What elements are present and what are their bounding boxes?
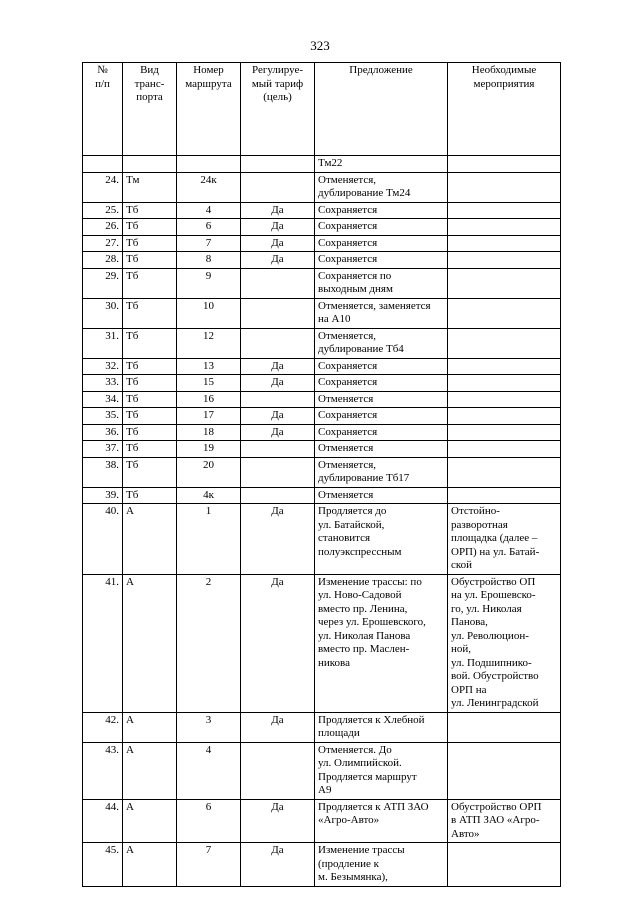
- proposal-cell: Продляется к АТП ЗАО «Агро-Авто»: [315, 799, 448, 843]
- proposal-cell: Отменяется, заменяется на А10: [315, 298, 448, 328]
- route-number-cell: 8: [177, 252, 241, 269]
- transport-type-cell: Тб: [123, 408, 177, 425]
- table-row: [83, 457, 561, 487]
- header-number: № п/п: [83, 63, 123, 156]
- header-measures: Необходимые мероприятия: [448, 63, 561, 156]
- row-number-cell: 26.: [83, 219, 123, 236]
- transport-type-cell: А: [123, 843, 177, 887]
- table-row: [83, 268, 561, 298]
- table-row: [83, 375, 561, 392]
- table-row: [83, 202, 561, 219]
- transport-type-cell: А: [123, 799, 177, 843]
- table-header-row: [83, 63, 561, 156]
- proposal-cell: Сохраняется по выходным дням: [315, 268, 448, 298]
- tariff-cell: Да: [241, 202, 315, 219]
- transport-type-cell: Тб: [123, 328, 177, 358]
- row-number-cell: 32.: [83, 358, 123, 375]
- tariff-cell: [241, 457, 315, 487]
- proposal-cell: Продляется до ул. Батайской, становится полуэкспрессным: [315, 504, 448, 575]
- measures-cell: Обустройство ОРП в АТП ЗАО «Агро- Авто»: [448, 799, 561, 843]
- proposal-cell: Сохраняется: [315, 252, 448, 269]
- table-row: [83, 235, 561, 252]
- proposal-cell: Сохраняется: [315, 375, 448, 392]
- table-row: [83, 328, 561, 358]
- route-number-cell: 9: [177, 268, 241, 298]
- route-number-cell: 3: [177, 712, 241, 742]
- measures-cell: [448, 375, 561, 392]
- transport-type-cell: Тм: [123, 172, 177, 202]
- measures-cell: [448, 742, 561, 799]
- row-number-cell: 39.: [83, 487, 123, 504]
- measures-cell: [448, 252, 561, 269]
- table-row: [83, 712, 561, 742]
- tariff-cell: Да: [241, 843, 315, 887]
- tariff-cell: [241, 156, 315, 173]
- tariff-cell: Да: [241, 504, 315, 575]
- tariff-cell: Да: [241, 574, 315, 712]
- proposal-cell: Отменяется: [315, 441, 448, 458]
- table-row: [83, 424, 561, 441]
- transport-type-cell: А: [123, 712, 177, 742]
- table-row: [83, 574, 561, 712]
- row-number-cell: 38.: [83, 457, 123, 487]
- transport-type-cell: Тб: [123, 252, 177, 269]
- table-row: [83, 843, 561, 887]
- route-number-cell: 6: [177, 219, 241, 236]
- measures-cell: [448, 391, 561, 408]
- proposal-cell: Отменяется, дублирование Тб17: [315, 457, 448, 487]
- proposal-cell: Сохраняется: [315, 219, 448, 236]
- measures-cell: [448, 328, 561, 358]
- route-number-cell: 16: [177, 391, 241, 408]
- table-row: [83, 441, 561, 458]
- row-number-cell: 37.: [83, 441, 123, 458]
- row-number-cell: 42.: [83, 712, 123, 742]
- tariff-cell: [241, 441, 315, 458]
- route-number-cell: 19: [177, 441, 241, 458]
- transport-type-cell: А: [123, 574, 177, 712]
- table-row: [83, 252, 561, 269]
- route-number-cell: 15: [177, 375, 241, 392]
- transport-type-cell: Тб: [123, 424, 177, 441]
- tariff-cell: Да: [241, 799, 315, 843]
- proposal-cell: Отменяется, дублирование Тб4: [315, 328, 448, 358]
- route-number-cell: 7: [177, 235, 241, 252]
- measures-cell: Отстойно- разворотная площадка (далее – ОРП) на ул. Батай- ской: [448, 504, 561, 575]
- row-number-cell: 28.: [83, 252, 123, 269]
- tariff-cell: Да: [241, 219, 315, 236]
- row-number-cell: 27.: [83, 235, 123, 252]
- proposal-cell: Отменяется: [315, 391, 448, 408]
- table-row: [83, 156, 561, 173]
- row-number-cell: 43.: [83, 742, 123, 799]
- measures-cell: [448, 843, 561, 887]
- tariff-cell: Да: [241, 712, 315, 742]
- route-number-cell: 12: [177, 328, 241, 358]
- tariff-cell: [241, 172, 315, 202]
- measures-cell: [448, 156, 561, 173]
- row-number-cell: 29.: [83, 268, 123, 298]
- measures-cell: [448, 202, 561, 219]
- table-row: [83, 742, 561, 799]
- page-number: 323: [310, 38, 330, 53]
- tariff-cell: [241, 487, 315, 504]
- proposal-cell: Изменение трассы (продление к м. Безымянка),: [315, 843, 448, 887]
- tariff-cell: Да: [241, 235, 315, 252]
- table-row: [83, 391, 561, 408]
- tariff-cell: [241, 391, 315, 408]
- row-number-cell: 35.: [83, 408, 123, 425]
- measures-cell: [448, 358, 561, 375]
- proposal-cell: Продляется к Хлебной площади: [315, 712, 448, 742]
- measures-cell: [448, 408, 561, 425]
- route-number-cell: 6: [177, 799, 241, 843]
- transport-type-cell: Тб: [123, 298, 177, 328]
- row-number-cell: 41.: [83, 574, 123, 712]
- row-number-cell: 33.: [83, 375, 123, 392]
- route-number-cell: [177, 156, 241, 173]
- measures-cell: [448, 219, 561, 236]
- transport-type-cell: Тб: [123, 457, 177, 487]
- row-number-cell: [83, 156, 123, 173]
- measures-cell: [448, 172, 561, 202]
- route-number-cell: 4: [177, 202, 241, 219]
- proposal-cell: Изменение трассы: по ул. Ново-Садовой вместо пр. Ленина, через ул. Ерошевского, ул. Николая Панова вместо пр. Маслен- никова: [315, 574, 448, 712]
- row-number-cell: 25.: [83, 202, 123, 219]
- route-number-cell: 2: [177, 574, 241, 712]
- measures-cell: [448, 712, 561, 742]
- transport-type-cell: А: [123, 742, 177, 799]
- tariff-cell: Да: [241, 358, 315, 375]
- row-number-cell: 40.: [83, 504, 123, 575]
- transport-type-cell: Тб: [123, 375, 177, 392]
- measures-cell: Обустройство ОП на ул. Ерошевско- го, ул. Николая Панова, ул. Революцион- ной, ул. Подшипнико- вой. Обустройство ОРП на ул. Ленинградской: [448, 574, 561, 712]
- measures-cell: [448, 424, 561, 441]
- header-proposal: Предложение: [315, 63, 448, 156]
- route-number-cell: 13: [177, 358, 241, 375]
- measures-cell: [448, 235, 561, 252]
- transport-type-cell: Тб: [123, 235, 177, 252]
- table-body: [83, 156, 561, 887]
- route-number-cell: 4к: [177, 487, 241, 504]
- route-number-cell: 20: [177, 457, 241, 487]
- tariff-cell: Да: [241, 375, 315, 392]
- row-number-cell: 44.: [83, 799, 123, 843]
- tariff-cell: Да: [241, 424, 315, 441]
- transport-type-cell: Тб: [123, 202, 177, 219]
- tariff-cell: [241, 268, 315, 298]
- row-number-cell: 31.: [83, 328, 123, 358]
- route-number-cell: 17: [177, 408, 241, 425]
- transport-type-cell: Тб: [123, 358, 177, 375]
- header-transport-type: Вид транс- порта: [123, 63, 177, 156]
- table-row: [83, 799, 561, 843]
- tariff-cell: Да: [241, 408, 315, 425]
- table-row: [83, 504, 561, 575]
- route-number-cell: 7: [177, 843, 241, 887]
- route-number-cell: 24к: [177, 172, 241, 202]
- tariff-cell: [241, 328, 315, 358]
- route-number-cell: 1: [177, 504, 241, 575]
- measures-cell: [448, 487, 561, 504]
- route-number-cell: 18: [177, 424, 241, 441]
- proposal-cell: Отменяется: [315, 487, 448, 504]
- table-row: [83, 298, 561, 328]
- row-number-cell: 34.: [83, 391, 123, 408]
- measures-cell: [448, 268, 561, 298]
- routes-table: [82, 62, 561, 887]
- transport-type-cell: Тб: [123, 219, 177, 236]
- proposal-cell: Сохраняется: [315, 424, 448, 441]
- proposal-cell: Тм22: [315, 156, 448, 173]
- transport-type-cell: Тб: [123, 487, 177, 504]
- measures-cell: [448, 298, 561, 328]
- proposal-cell: Отменяется, дублирование Тм24: [315, 172, 448, 202]
- table-row: [83, 219, 561, 236]
- row-number-cell: 45.: [83, 843, 123, 887]
- tariff-cell: [241, 742, 315, 799]
- proposal-cell: Сохраняется: [315, 358, 448, 375]
- header-regulated-tariff: Регулируе- мый тариф (цель): [241, 63, 315, 156]
- table-row: [83, 358, 561, 375]
- transport-type-cell: Тб: [123, 391, 177, 408]
- row-number-cell: 24.: [83, 172, 123, 202]
- route-number-cell: 4: [177, 742, 241, 799]
- tariff-cell: Да: [241, 252, 315, 269]
- proposal-cell: Сохраняется: [315, 235, 448, 252]
- proposal-cell: Отменяется. До ул. Олимпийской. Продляется маршрут А9: [315, 742, 448, 799]
- proposal-cell: Сохраняется: [315, 408, 448, 425]
- transport-type-cell: А: [123, 504, 177, 575]
- proposal-cell: Сохраняется: [315, 202, 448, 219]
- table-row: [83, 487, 561, 504]
- table-row: [83, 172, 561, 202]
- tariff-cell: [241, 298, 315, 328]
- row-number-cell: 30.: [83, 298, 123, 328]
- transport-type-cell: Тб: [123, 268, 177, 298]
- measures-cell: [448, 457, 561, 487]
- route-number-cell: 10: [177, 298, 241, 328]
- row-number-cell: 36.: [83, 424, 123, 441]
- header-route-number: Номер маршрута: [177, 63, 241, 156]
- transport-type-cell: [123, 156, 177, 173]
- transport-type-cell: Тб: [123, 441, 177, 458]
- table-row: [83, 408, 561, 425]
- measures-cell: [448, 441, 561, 458]
